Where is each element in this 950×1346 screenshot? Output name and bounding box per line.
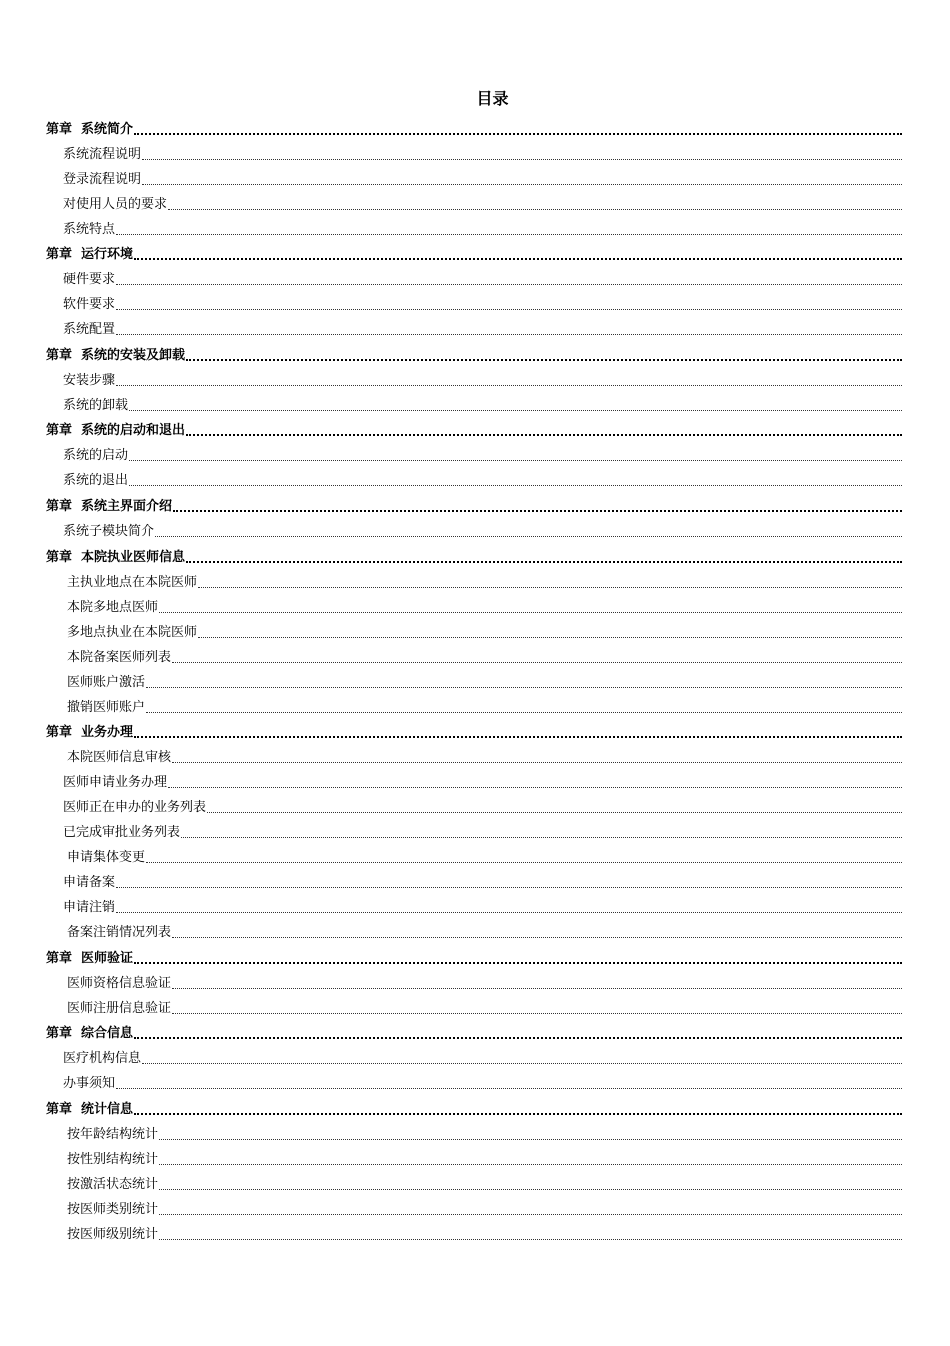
chapter-prefix: 第章 (46, 347, 73, 363)
toc-section-label: 系统的退出 (63, 473, 129, 489)
chapter-prefix: 第章 (46, 423, 73, 439)
toc-section-label: 本院医师信息审核 (67, 750, 172, 766)
dot-leader (172, 988, 902, 989)
toc-chapter-entry[interactable] (0, 241, 950, 267)
dot-leader (134, 962, 902, 964)
chapter-title: 系统的安装及卸载 (81, 347, 186, 363)
toc-section-entry[interactable] (0, 1171, 950, 1196)
toc-chapter-label (46, 1025, 133, 1045)
toc-section-label: 系统子模块简介 (63, 523, 155, 539)
toc-chapter-label (46, 498, 172, 518)
toc-section-label: 按医师类别统计 (67, 1201, 159, 1217)
dot-leader (168, 209, 902, 210)
toc-section-entry[interactable] (0, 694, 950, 719)
toc-section-entry[interactable] (0, 819, 950, 844)
chapter-prefix: 第章 (46, 498, 73, 514)
toc-section-label: 医师正在申办的业务列表 (63, 800, 207, 816)
toc-section-label: 申请注销 (63, 900, 116, 916)
chapter-prefix: 第章 (46, 950, 73, 966)
dot-leader (116, 234, 902, 235)
toc-chapter-entry[interactable] (0, 543, 950, 569)
dot-leader (186, 561, 902, 563)
toc-section-entry[interactable] (0, 995, 950, 1020)
toc-section-entry[interactable] (0, 1221, 950, 1246)
toc-section-entry[interactable] (0, 769, 950, 794)
dot-leader (186, 434, 902, 436)
toc-section-entry[interactable] (0, 744, 950, 769)
toc-section-entry[interactable] (0, 919, 950, 944)
toc-section-label: 系统流程说明 (63, 146, 142, 162)
toc-chapter-label (46, 724, 133, 744)
dot-leader (186, 359, 902, 361)
dot-leader (116, 887, 902, 888)
toc-section-entry[interactable] (0, 869, 950, 894)
chapter-prefix: 第章 (46, 121, 73, 137)
dot-leader (159, 1139, 902, 1140)
dot-leader (155, 536, 902, 537)
toc-section-entry[interactable] (0, 894, 950, 919)
toc-section-entry[interactable] (0, 569, 950, 594)
toc-chapter-label (46, 246, 133, 266)
toc-section-label: 撤销医师账户 (67, 699, 146, 715)
toc-chapter-label (46, 121, 133, 141)
toc-chapter-entry[interactable] (0, 944, 950, 970)
toc-chapter-label (46, 422, 185, 442)
toc-section-entry[interactable] (0, 191, 950, 216)
dot-leader (134, 736, 902, 738)
dot-leader (116, 1088, 902, 1089)
toc-section-entry[interactable] (0, 266, 950, 291)
toc-section-entry[interactable] (0, 316, 950, 341)
toc-section-entry[interactable] (0, 392, 950, 417)
dot-leader (134, 1037, 902, 1039)
toc-section-entry[interactable] (0, 1196, 950, 1221)
toc-section-entry[interactable] (0, 970, 950, 995)
toc-section-label: 系统的启动 (63, 448, 129, 464)
dot-leader (129, 460, 902, 461)
dot-leader (207, 812, 902, 813)
dot-leader (129, 485, 902, 486)
toc-chapter-label (46, 1101, 133, 1121)
dot-leader (116, 284, 902, 285)
dot-leader (116, 309, 902, 310)
toc-section-label: 系统配置 (63, 322, 116, 338)
dot-leader (116, 385, 902, 386)
toc-section-label: 系统的卸载 (63, 397, 129, 413)
chapter-title: 医师验证 (81, 950, 134, 966)
toc-section-entry[interactable] (0, 216, 950, 241)
toc-section-label: 按年龄结构统计 (67, 1126, 159, 1142)
dot-leader (142, 184, 902, 185)
toc-section-entry[interactable] (0, 1045, 950, 1070)
toc-section-label: 按性别结构统计 (67, 1151, 159, 1167)
toc-section-label: 医师资格信息验证 (67, 975, 172, 991)
toc-chapter-entry[interactable] (0, 1095, 950, 1121)
toc-section-entry[interactable] (0, 644, 950, 669)
toc-section-entry[interactable] (0, 141, 950, 166)
toc-section-label: 安装步骤 (63, 372, 116, 388)
table-of-contents (0, 115, 950, 1246)
page-title: 目录 (476, 89, 509, 108)
toc-section-label: 申请备案 (63, 875, 116, 891)
toc-section-label: 本院多地点医师 (67, 599, 159, 615)
toc-section-label: 办事须知 (63, 1076, 116, 1092)
toc-section-label: 登录流程说明 (63, 171, 142, 187)
chapter-prefix: 第章 (46, 725, 73, 741)
toc-chapter-label (46, 950, 133, 970)
chapter-title: 系统主界面介绍 (81, 498, 173, 514)
toc-chapter-entry[interactable] (0, 417, 950, 443)
toc-section-label: 医疗机构信息 (63, 1051, 142, 1067)
toc-section-entry[interactable] (0, 669, 950, 694)
toc-section-label: 对使用人员的要求 (63, 196, 168, 212)
toc-chapter-entry[interactable] (0, 719, 950, 745)
dot-leader (146, 712, 902, 713)
chapter-title: 业务办理 (81, 725, 134, 741)
toc-section-label: 硬件要求 (63, 272, 116, 288)
dot-leader (142, 159, 902, 160)
toc-section-entry[interactable] (0, 1121, 950, 1146)
dot-leader (116, 334, 902, 335)
toc-section-label: 医师申请业务办理 (63, 775, 168, 791)
dot-leader (181, 837, 902, 838)
toc-section-label: 本院备案医师列表 (67, 649, 172, 665)
toc-section-label: 已完成审批业务列表 (63, 825, 181, 841)
dot-leader (146, 687, 902, 688)
chapter-prefix: 第章 (46, 1026, 73, 1042)
toc-section-entry[interactable] (0, 594, 950, 619)
toc-section-entry[interactable] (0, 291, 950, 316)
dot-leader (134, 1113, 902, 1115)
dot-leader (134, 258, 902, 260)
toc-section-entry[interactable] (0, 467, 950, 492)
dot-leader (159, 1239, 902, 1240)
dot-leader (159, 1214, 902, 1215)
toc-section-entry[interactable] (0, 518, 950, 543)
toc-chapter-entry[interactable] (0, 115, 950, 141)
chapter-prefix: 第章 (46, 1101, 73, 1117)
dot-leader (116, 912, 902, 913)
toc-section-label: 按激活状态统计 (67, 1176, 159, 1192)
dot-leader (198, 587, 902, 588)
toc-section-label: 多地点执业在本院医师 (67, 624, 198, 640)
toc-section-entry[interactable] (0, 844, 950, 869)
toc-chapter-label (46, 347, 185, 367)
chapter-title: 系统的启动和退出 (81, 423, 186, 439)
dot-leader (172, 662, 902, 663)
toc-section-label: 系统特点 (63, 221, 116, 237)
dot-leader (129, 410, 902, 411)
toc-section-label: 按医师级别统计 (67, 1226, 159, 1242)
toc-section-label: 医师账户激活 (67, 674, 146, 690)
chapter-title: 系统简介 (81, 121, 134, 137)
chapter-title: 统计信息 (81, 1101, 134, 1117)
dot-leader (173, 510, 902, 512)
toc-section-entry[interactable] (0, 367, 950, 392)
toc-chapter-entry[interactable] (0, 1020, 950, 1046)
dot-leader (198, 637, 902, 638)
toc-section-entry[interactable] (0, 619, 950, 644)
dot-leader (168, 787, 902, 788)
chapter-title: 综合信息 (81, 1026, 134, 1042)
chapter-title: 本院执业医师信息 (81, 549, 186, 565)
toc-section-entry[interactable] (0, 794, 950, 819)
toc-section-entry[interactable] (0, 166, 950, 191)
dot-leader (159, 1164, 902, 1165)
toc-section-label: 主执业地点在本院医师 (67, 574, 198, 590)
dot-leader (159, 612, 902, 613)
chapter-title: 运行环境 (81, 247, 134, 263)
toc-section-label: 备案注销情况列表 (67, 925, 172, 941)
toc-chapter-label (46, 549, 185, 569)
toc-section-label: 医师注册信息验证 (67, 1000, 172, 1016)
toc-chapter-entry[interactable] (0, 341, 950, 367)
dot-leader (172, 1013, 902, 1014)
dot-leader (172, 762, 902, 763)
toc-section-entry[interactable] (0, 442, 950, 467)
toc-section-label: 软件要求 (63, 297, 116, 313)
chapter-prefix: 第章 (46, 549, 73, 565)
chapter-prefix: 第章 (46, 247, 73, 263)
toc-section-label: 申请集体变更 (67, 850, 146, 866)
dot-leader (159, 1189, 902, 1190)
dot-leader (134, 133, 902, 135)
toc-section-entry[interactable] (0, 1070, 950, 1095)
dot-leader (146, 862, 902, 863)
dot-leader (142, 1063, 902, 1064)
toc-chapter-entry[interactable] (0, 492, 950, 518)
toc-section-entry[interactable] (0, 1146, 950, 1171)
dot-leader (172, 937, 902, 938)
